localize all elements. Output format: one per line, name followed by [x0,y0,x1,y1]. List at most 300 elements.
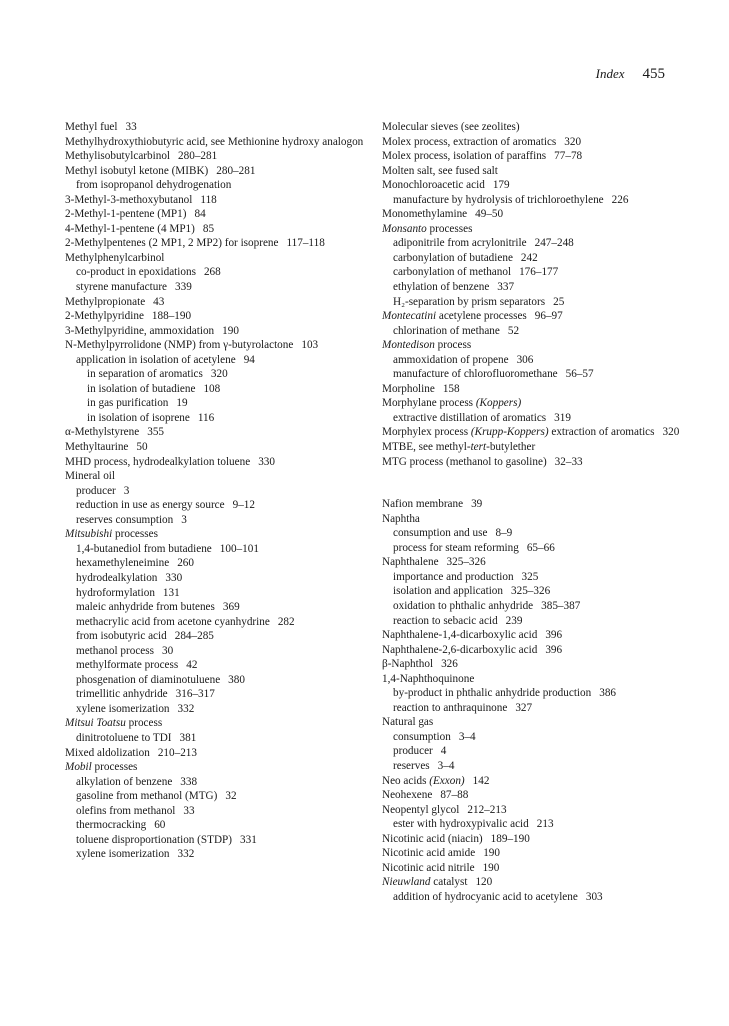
entry-term: Methyl isobutyl ketone (MIBK) [65,164,209,177]
entry-term: Nicotinic acid nitrile [382,861,475,874]
index-entry [65,702,365,717]
index-entry [65,425,365,440]
entry-pages: 188–190 [151,310,192,323]
entry-pages: 319 [554,411,571,424]
index-entry [382,570,682,585]
index-entry [382,774,682,789]
entry-term: ethylation of benzene [393,281,490,294]
index-entry [382,657,682,672]
index-entry [65,629,365,644]
entry-term: methanol process [76,644,154,657]
index-column-right [382,120,682,904]
entry-pages: 179 [492,179,510,192]
entry-term: α-Methylstyrene [65,426,140,439]
index-column-left [65,120,365,862]
entry-pages: 190 [222,324,239,337]
entry-pages: 42 [186,659,198,672]
entry-term: Natural gas [382,716,434,729]
entry-pages: 56–57 [565,368,594,381]
entry-pages: 3–4 [458,730,476,743]
entry-term: methylformate process [76,659,179,672]
entry-term: N-Methylpyrrolidone (NMP) from γ-butyrolactone [65,339,294,352]
entry-pages: 325–326 [511,585,551,598]
index-entry [382,295,682,310]
entry-pages: 212–213 [467,803,507,816]
index-entry [65,804,365,819]
entry-term: consumption [393,730,451,743]
index-entry [65,469,365,484]
entry-pages: 337 [497,281,515,294]
index-entry [65,775,365,790]
index-entry [382,890,682,905]
entry-pages: 4 [440,745,447,758]
index-entry [382,382,682,397]
index-entry [65,193,365,208]
entry-term: Molex process, isolation of paraffins [382,150,547,163]
entry-term: chlorination of methane [393,324,500,337]
entry-term: Methylisobutylcarbinol [65,150,171,163]
entry-term: Morphylane process (Koppers) [382,397,522,410]
index-entry [65,178,365,193]
entry-pages: 280–281 [216,164,256,177]
index-entry [382,730,682,745]
entry-pages: 320 [210,368,228,381]
entry-pages: 338 [180,775,198,788]
index-entry [382,832,682,847]
index-entry [382,251,682,266]
entry-pages: 284–285 [174,630,214,643]
index-entry [382,353,682,368]
index-entry [65,586,365,601]
entry-term: Methylhydroxythiobutyric acid, see Methionine hydroxy analogon [65,135,364,148]
index-entry [382,120,682,135]
entry-term: gasoline from methanol (MTG) [76,790,218,803]
index-entry [382,309,682,324]
entry-term: Nicotinic acid (niacin) [382,832,483,845]
entry-term: 2-Methylpyridine [65,310,144,323]
index-entry [382,861,682,876]
entry-term: Morpholine [382,382,435,395]
entry-term: Naphtha [382,512,420,525]
entry-term: process for steam reforming [393,541,519,554]
index-entry [382,584,682,599]
entry-term: manufacture of chlorofluoromethane [393,368,558,381]
index-entry [65,367,365,382]
index-entry [382,526,682,541]
entry-term: addition of hydrocyanic acid to acetylene [393,890,578,903]
entry-pages: 30 [161,644,174,657]
entry-pages: 84 [194,208,206,221]
entry-pages: 158 [442,382,460,395]
entry-term: alkylation of benzene [76,775,173,788]
entry-term: hydroformylation [76,586,155,599]
entry-pages: 381 [179,731,197,744]
entry-term: Neohexene [382,789,433,802]
entry-term: xylene isomerization [76,702,170,715]
entry-term: Mixed aldolization [65,746,150,759]
entry-term: ammoxidation of propene [393,353,509,366]
index-entry [382,599,682,614]
entry-pages: 32 [225,790,237,803]
index-entry [382,222,682,237]
index-entry [382,367,682,382]
entry-term: Molex process, extraction of aromatics [382,135,557,148]
entry-pages: 50 [136,441,148,454]
entry-term: Mitsubishi processes [65,528,158,541]
entry-pages: 19 [176,397,188,410]
entry-pages: 306 [516,353,534,366]
index-entry [382,744,682,759]
index-entry [65,222,365,237]
entry-term: Methyl fuel [65,121,118,133]
entry-term: Naphthalene-1,4-dicarboxylic acid [382,629,538,642]
entry-pages: 94 [243,353,255,366]
entry-term: Naphthalene [382,556,439,569]
entry-term: Montedison process [382,339,472,352]
index-entry [65,484,365,499]
entry-term: Monomethylamine [382,208,468,221]
index-section-m [382,120,682,469]
entry-term: Mitsui Toatsu process [65,717,163,730]
entry-pages: 108 [203,382,221,395]
entry-term: β-Naphthol [382,658,434,671]
entry-term: Molten salt, see fused salt [382,164,498,177]
index-entry [65,658,365,673]
entry-pages: 226 [611,193,629,206]
entry-term: hexamethyleneimine [76,557,170,570]
entry-term: 3-Methylpyridine, ammoxidation [65,324,215,337]
index-entry [65,818,365,833]
entry-pages: 60 [154,819,166,832]
entry-term: thermocracking [76,819,147,832]
entry-pages: 3–4 [437,759,455,772]
entry-term: 1,4-butanediol from butadiene [76,542,212,555]
index-entry [65,615,365,630]
entry-term: from isopropanol dehydrogenation [76,179,232,192]
entry-term: importance and production [393,570,514,583]
entry-term: Naphthalene-2,6-dicarboxylic acid [382,643,538,656]
entry-term: Neopentyl glycol [382,803,460,816]
entry-term: extractive distillation of aromatics [393,411,547,424]
entry-pages: 396 [545,629,563,642]
entry-pages: 33 [183,804,195,817]
entry-pages: 320 [564,135,582,148]
entry-pages: 8–9 [495,527,513,540]
entry-term: methacrylic acid from acetone cyanhydrine [76,615,270,628]
entry-pages: 326 [441,658,458,671]
index-entry [382,178,682,193]
entry-pages: 120 [475,876,493,889]
entry-term: Neo acids (Exxon) [382,774,465,787]
entry-pages: 303 [585,890,603,903]
entry-term: MTBE, see methyl-tert-butylether [382,441,536,454]
entry-term: Molecular sieves (see zeolites) [382,121,520,133]
index-entry [382,455,682,470]
entry-term: oxidation to phthalic anhydride [393,599,534,612]
index-entry [65,309,365,324]
entry-term: Mobil processes [65,761,138,774]
index-entry [382,497,682,512]
index-entry [382,715,682,730]
index-entry [382,614,682,629]
entry-pages: 213 [536,818,554,831]
index-entry [382,643,682,658]
index-entry [65,120,365,135]
index-entry [382,236,682,251]
entry-pages: 100–101 [219,542,259,555]
entry-term: consumption and use [393,527,488,540]
entry-term: 4-Methyl-1-pentene (4 MP1) [65,222,195,235]
index-entry [382,425,682,440]
page-number: 455 [642,66,665,82]
entry-pages: 52 [507,324,520,337]
index-entry [65,440,365,455]
index-entry [382,164,682,179]
entry-pages: 331 [240,833,257,846]
index-entry [382,875,682,890]
entry-pages: 242 [520,251,538,264]
entry-pages: 117–118 [286,237,325,250]
index-entry [65,527,365,542]
index-entry [382,628,682,643]
entry-term: producer [393,745,433,758]
entry-term: isolation and application [393,585,503,598]
index-entry [382,541,682,556]
entry-pages: 320 [662,426,680,439]
entry-term: carbonylation of butadiene [393,251,513,264]
index-entry [65,542,365,557]
entry-pages: 96–97 [534,310,563,323]
entry-pages: 325 [521,570,539,583]
entry-pages: 327 [515,701,533,714]
entry-pages: 339 [175,281,192,294]
index-entry [65,207,365,222]
entry-pages: 385–387 [541,599,581,612]
entry-pages: 118 [200,193,217,206]
entry-term: Mineral oil [65,470,116,483]
entry-term: Montecatini acetylene processes [382,310,527,323]
entry-term: H₂-separation by prism separators [393,295,546,308]
index-entry [65,498,365,513]
index-entry [65,353,365,368]
index-entry [65,338,365,353]
entry-term: reaction to anthraquinone [393,701,508,714]
entry-term: Nieuwland catalyst [382,876,468,889]
entry-term: Morphylex process (Krupp-Koppers) extraction of aromatics [382,426,655,439]
entry-term: toluene disproportionation (STDP) [76,833,232,846]
index-entry [382,701,682,716]
running-head-label: Index [595,66,625,81]
entry-term: reduction in use as energy source [76,499,225,512]
entry-pages: 87–88 [440,789,469,802]
entry-term: 3-Methyl-3-methoxybutanol [65,193,193,206]
entry-pages: 330 [258,455,275,468]
entry-pages: 189–190 [490,832,530,845]
entry-term: in separation of aromatics [87,368,203,381]
index-section-n [382,497,682,904]
index-entry [382,396,682,411]
entry-term: Methylpropionate [65,295,146,308]
entry-term: MHD process, hydrodealkylation toluene [65,455,251,468]
index-entry [65,746,365,761]
index-entry [65,833,365,848]
entry-pages: 43 [153,295,165,308]
entry-term: styrene manufacture [76,281,168,294]
index-entry [382,265,682,280]
index-entry [382,338,682,353]
index-entry [382,207,682,222]
index-entry [65,135,365,150]
entry-pages: 386 [599,687,616,700]
entry-pages: 32–33 [554,455,583,468]
index-entry [382,817,682,832]
index-entry [382,149,682,164]
entry-pages: 9–12 [232,499,255,512]
index-entry [65,236,365,251]
index-entry [382,411,682,426]
index-entry [382,759,682,774]
index-entry [382,135,682,150]
entry-term: in isolation of isoprene [87,411,190,424]
entry-term: MTG process (methanol to gasoline) [382,455,547,468]
index-entry [65,600,365,615]
entry-term: reaction to sebacic acid [393,614,498,627]
entry-term: adiponitrile from acrylonitrile [393,237,527,250]
index-entry [65,556,365,571]
index-entry [382,555,682,570]
entry-pages: 190 [483,847,500,860]
entry-pages: 3 [123,484,130,497]
index-entry [382,846,682,861]
index-entry [65,251,365,266]
entry-term: from isobutyric acid [76,630,167,643]
entry-term: by-product in phthalic anhydride production [393,687,592,700]
entry-term: Monochloroacetic acid [382,179,485,192]
index-entry [65,760,365,775]
index-entry [65,411,365,426]
entry-pages: 33 [125,121,137,133]
entry-pages: 332 [177,702,195,715]
entry-term: trimellitic anhydride [76,688,168,701]
entry-pages: 355 [147,426,164,439]
entry-pages: 25 [553,295,565,308]
entry-pages: 131 [162,586,180,599]
entry-term: 1,4-Naphthoquinone [382,672,475,685]
section-gap [382,469,682,497]
index-entry [65,295,365,310]
entry-term: co-product in epoxidations [76,266,196,279]
entry-term: Monsanto processes [382,222,473,235]
index-entry [382,672,682,687]
entry-pages: 396 [545,643,563,656]
entry-term: 2-Methylpentenes (2 MP1, 2 MP2) for isoprene [65,237,279,250]
running-head [596,66,665,83]
index-entry [65,687,365,702]
entry-pages: 142 [472,774,490,787]
entry-pages: 210–213 [157,746,197,759]
index-entry [65,673,365,688]
entry-term: hydrodealkylation [76,571,158,584]
entry-term: ester with hydroxypivalic acid [393,818,529,831]
index-entry [382,686,682,701]
index-entry [65,396,365,411]
entry-term: xylene isomerization [76,848,170,861]
entry-pages: 282 [277,615,295,628]
entry-term: reserves consumption [76,513,174,526]
index-entry [65,789,365,804]
entry-pages: 247–248 [534,237,574,250]
entry-term: application in isolation of acetylene [76,353,236,366]
entry-term: in gas purification [87,397,169,410]
index-entry [65,644,365,659]
entry-pages: 39 [471,498,483,511]
entry-term: in isolation of butadiene [87,382,196,395]
entry-pages: 65–66 [526,541,555,554]
index-entry [65,265,365,280]
entry-pages: 239 [505,614,523,627]
index-entry [65,280,365,295]
entry-pages: 380 [228,673,245,686]
index-entry [382,280,682,295]
entry-term: manufacture by hydrolysis of trichloroethylene [393,193,604,206]
entry-term: phosgenation of diaminotuluene [76,673,221,686]
entry-pages: 3 [181,513,187,526]
entry-term: olefins from methanol [76,804,176,817]
entry-pages: 77–78 [554,150,583,163]
index-entry [65,324,365,339]
entry-pages: 330 [165,571,183,584]
entry-pages: 280–281 [178,150,218,163]
index-entry [65,847,365,862]
index-entry [382,803,682,818]
index-entry [65,382,365,397]
index-entry [65,513,365,528]
entry-term: Nafion membrane [382,498,464,511]
entry-pages: 260 [177,557,194,570]
index-entry [382,440,682,455]
entry-pages: 369 [222,601,240,614]
entry-term: carbonylation of methanol [393,266,512,279]
entry-pages: 49–50 [475,208,504,221]
index-entry [65,571,365,586]
entry-term: reserves [393,759,430,772]
entry-term: dinitrotoluene to TDI [76,731,172,744]
entry-term: Methyltaurine [65,441,129,454]
entry-pages: 103 [301,339,319,352]
index-entry [65,164,365,179]
entry-term: Nicotinic acid amide [382,847,476,860]
entry-pages: 316–317 [175,688,215,701]
index-entry [65,149,365,164]
entry-term: 2-Methyl-1-pentene (MP1) [65,208,187,221]
entry-pages: 85 [202,222,215,235]
entry-pages: 116 [197,411,215,424]
index-entry [65,455,365,470]
index-entry [65,731,365,746]
index-entry [382,324,682,339]
entry-term: maleic anhydride from butenes [76,601,215,614]
index-entry [382,193,682,208]
entry-pages: 176–177 [519,266,559,279]
index-entry [65,716,365,731]
index-entry [382,512,682,527]
entry-pages: 325–326 [446,556,486,569]
index-entry [382,788,682,803]
entry-term: Methylphenylcarbinol [65,251,165,264]
entry-term: producer [76,484,116,497]
entry-pages: 332 [177,848,195,861]
entry-pages: 190 [482,861,500,874]
